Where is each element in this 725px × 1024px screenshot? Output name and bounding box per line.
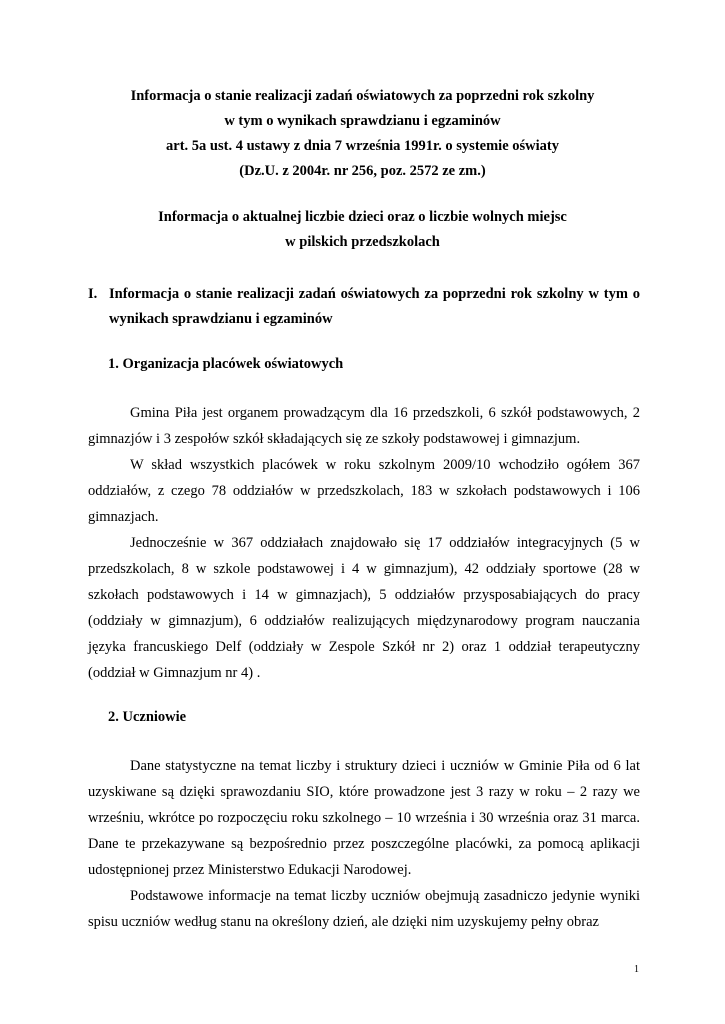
subsection-body-organizacja xyxy=(88,400,640,686)
paragraph: Jednocześnie w 367 oddziałach znajdowało się 17 oddziałów integracyjnych (5 w przedszkolach, 8 w szkole podstawowej i 4 w gimnazjum), 42 oddziały sportowe (28 w szkołach podstawowych i 14 w gimnazjach), 5 oddziałów przysposabiających do pracy (oddziały w gimnazjum), 6 oddziałów realizujących międzynarodowy program nauczania języka francuskiego Delf (oddziały w Zespole Szkół nr 2) oraz 1 oddział terapeutyczny (oddział w Gimnazjum nr 4) . xyxy=(88,535,640,681)
paragraph: W skład wszystkich placówek w roku szkolnym 2009/10 wchodziło ogółem 367 oddziałów, z czego 78 oddziałów w przedszkolach, 183 w szkołach podstawowych i 106 gimnazjach. xyxy=(88,457,640,525)
title-line: art. 5a ust. 4 ustawy z dnia 7 września 1991r. o systemie oświaty xyxy=(166,138,559,154)
subsection-body-uczniowie xyxy=(88,753,640,935)
paragraph: Dane statystyczne na temat liczby i struktury dzieci i uczniów w Gminie Piła od 6 lat uzyskiwane są dzięki sprawozdaniu SIO, które prowadzone jest 3 razy w roku – 2 razy we wrześniu, wkrótce po rozpoczęciu roku szkolnego – 10 września i 30 września oraz 31 marca. Dane te przekazywane są bezpośrednio przez poszczególne placówki, za pomocą aplikacji udostępnionej przez Ministerstwo Edukacji Narodowej. xyxy=(88,758,640,878)
title-line: (Dz.U. z 2004r. nr 256, poz. 2572 ze zm.) xyxy=(239,163,486,179)
document-subtitle xyxy=(60,205,665,255)
section-title: Informacja o stanie realizacji zadań oświatowych za poprzedni rok szkolny w tym o wynikach sprawdzianu i egzaminów xyxy=(109,286,640,327)
subsection-heading-uczniowie: 2. Uczniowie xyxy=(108,709,187,725)
page-number: 1 xyxy=(634,964,639,975)
section-number: I. xyxy=(88,286,98,302)
subtitle-line: w pilskich przedszkolach xyxy=(285,234,440,250)
paragraph: Gmina Piła jest organem prowadzącym dla 16 przedszkoli, 6 szkół podstawowych, 2 gimnazjów i 3 zespołów szkół składających się ze szkoły podstawowej i gimnazjum. xyxy=(88,405,640,447)
title-line: w tym o wynikach sprawdzianu i egzaminów xyxy=(224,113,501,129)
subtitle-line: Informacja o aktualnej liczbie dzieci oraz o liczbie wolnych miejsc xyxy=(158,209,567,225)
section-heading xyxy=(88,282,640,332)
paragraph: Podstawowe informacje na temat liczby uczniów obejmują zasadniczo jedynie wyniki spisu uczniów według stanu na określony dzień, ale dzięki nim uzyskujemy pełny obraz xyxy=(88,888,640,930)
subsection-heading-organizacja: 1. Organizacja placówek oświatowych xyxy=(108,356,344,372)
document-title xyxy=(60,84,665,184)
title-line: Informacja o stanie realizacji zadań oświatowych za poprzedni rok szkolny xyxy=(130,88,595,104)
